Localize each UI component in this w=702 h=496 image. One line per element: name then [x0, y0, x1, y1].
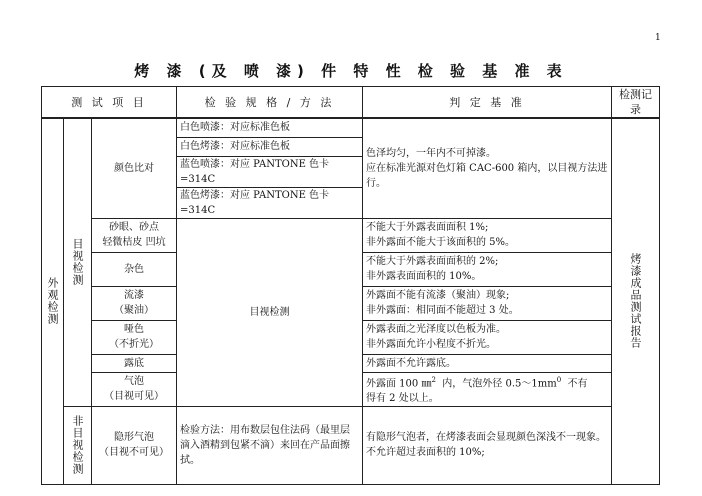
bubble-area: 外露面 100 ㎜ — [366, 377, 432, 389]
item-matte — [92, 320, 177, 354]
criteria-impurity — [363, 252, 612, 286]
item-hidden-line-1: 隐形气泡 — [114, 432, 154, 444]
item-bubble-line-2: （目视可见） — [104, 391, 164, 403]
criteria-sand-line-2: 非外露面不能大于该面积的 5%。 — [366, 237, 516, 248]
inspection-table — [41, 86, 660, 485]
table-row — [42, 118, 660, 137]
item-matte-line-2: （不折光） — [109, 339, 159, 350]
item-impurity: 杂色 — [92, 252, 177, 286]
criteria-hidden: 有隐形气泡者，在烤漆表面会显现颜色深浅不一现象。不允许超过表面积的 10%; — [363, 406, 612, 484]
page-title: 烤 漆 (及 喷 漆) 件 特 性 检 验 基 准 表 — [134, 62, 568, 80]
spec-color-3: 蓝色喷漆：对应 PANTONE 色卡=314C — [177, 156, 363, 187]
group-visual — [64, 118, 92, 406]
criteria-run-line-2: 非外露面：相同面不能超过 3 处。 — [366, 305, 519, 316]
criteria-sand-line-1: 不能大于外露表面面积 1%; — [366, 222, 489, 233]
spec-color-4: 蓝色烤漆：对应 PANTONE 色卡=314C — [177, 187, 363, 218]
bubble-diameter-exp: 0 — [556, 375, 562, 384]
bubble-diameter: 内，气泡外径 0.5～1mm — [442, 377, 557, 389]
criteria-color-line-1: 色泽均匀，一年内不可掉漆。 — [366, 147, 496, 159]
item-matte-line-1: 哑色 — [124, 324, 144, 335]
item-bubble — [92, 372, 177, 406]
criteria-bare: 外露面不允许露底。 — [363, 354, 612, 372]
item-bubble-line-1: 气泡 — [124, 376, 144, 388]
bubble-not: 不有 — [567, 377, 588, 389]
table-header-row — [42, 87, 660, 119]
spec-color-2: 白色烤漆：对应标准色板 — [177, 137, 363, 156]
item-sand-line-1: 砂眼、砂点 — [109, 222, 159, 233]
criteria-bubble-line-1 — [366, 373, 608, 391]
criteria-matte-line-2: 非外露面允许小程度不折光。 — [366, 339, 496, 350]
group-nonvisual-label: 非目视检测 — [71, 415, 84, 476]
item-hidden-line-2: （目视不可见） — [99, 447, 169, 459]
record-cell — [612, 118, 660, 484]
criteria-run — [363, 286, 612, 320]
item-hidden — [92, 406, 177, 484]
criteria-bubble-line-2: 得有 2 处以上。 — [366, 392, 439, 404]
record-label: 烤漆成品测试报告 — [629, 253, 642, 350]
criteria-bubble — [363, 372, 612, 406]
item-color: 颜色比对 — [92, 118, 177, 218]
group-visual-label: 目视检测 — [71, 238, 84, 287]
item-run-line-1: 流漆 — [124, 290, 144, 301]
item-run-line-2: （聚油） — [114, 305, 154, 316]
header-criteria: 判 定 基 准 — [363, 87, 612, 119]
group-nonvisual — [64, 406, 92, 484]
criteria-sand — [363, 218, 612, 252]
criteria-impurity-line-1: 不能大于外露表面面积的 2%; — [366, 256, 499, 267]
item-sand — [92, 218, 177, 252]
criteria-color — [363, 118, 612, 218]
group-outer-label: 外观检测 — [46, 277, 59, 326]
item-sand-line-2: 轻微桔皮 凹坑 — [102, 237, 166, 248]
table-row — [42, 218, 660, 252]
criteria-matte — [363, 320, 612, 354]
criteria-color-line-2: 应在标准光源对色灯箱 CAC-600 箱内，以目视方法进行。 — [366, 162, 608, 189]
page-number: 1 — [655, 33, 661, 43]
table-row — [42, 406, 660, 484]
criteria-matte-line-1: 外露表面之光泽度以色板为准。 — [366, 324, 506, 335]
header-record: 检测记录 — [612, 87, 660, 119]
bubble-area-exp: 2 — [431, 375, 436, 384]
group-outer — [42, 118, 64, 484]
spec-visual-method: 目视检测 — [177, 218, 363, 406]
item-bare: 露底 — [92, 354, 177, 372]
header-spec: 检 验 规 格 / 方 法 — [177, 87, 363, 119]
item-run — [92, 286, 177, 320]
criteria-run-line-1: 外露面不能有流漆（聚油）现象; — [366, 290, 510, 301]
spec-hidden: 检验方法：用布数层包住法码（最里层滴入酒精到包紧不滴）来回在产品面擦拭。 — [177, 406, 363, 484]
criteria-impurity-line-2: 非外露表面面积的 10%。 — [366, 271, 482, 282]
spec-color-1: 白色喷漆：对应标准色板 — [177, 118, 363, 137]
header-item: 测 试 项 目 — [42, 87, 177, 119]
